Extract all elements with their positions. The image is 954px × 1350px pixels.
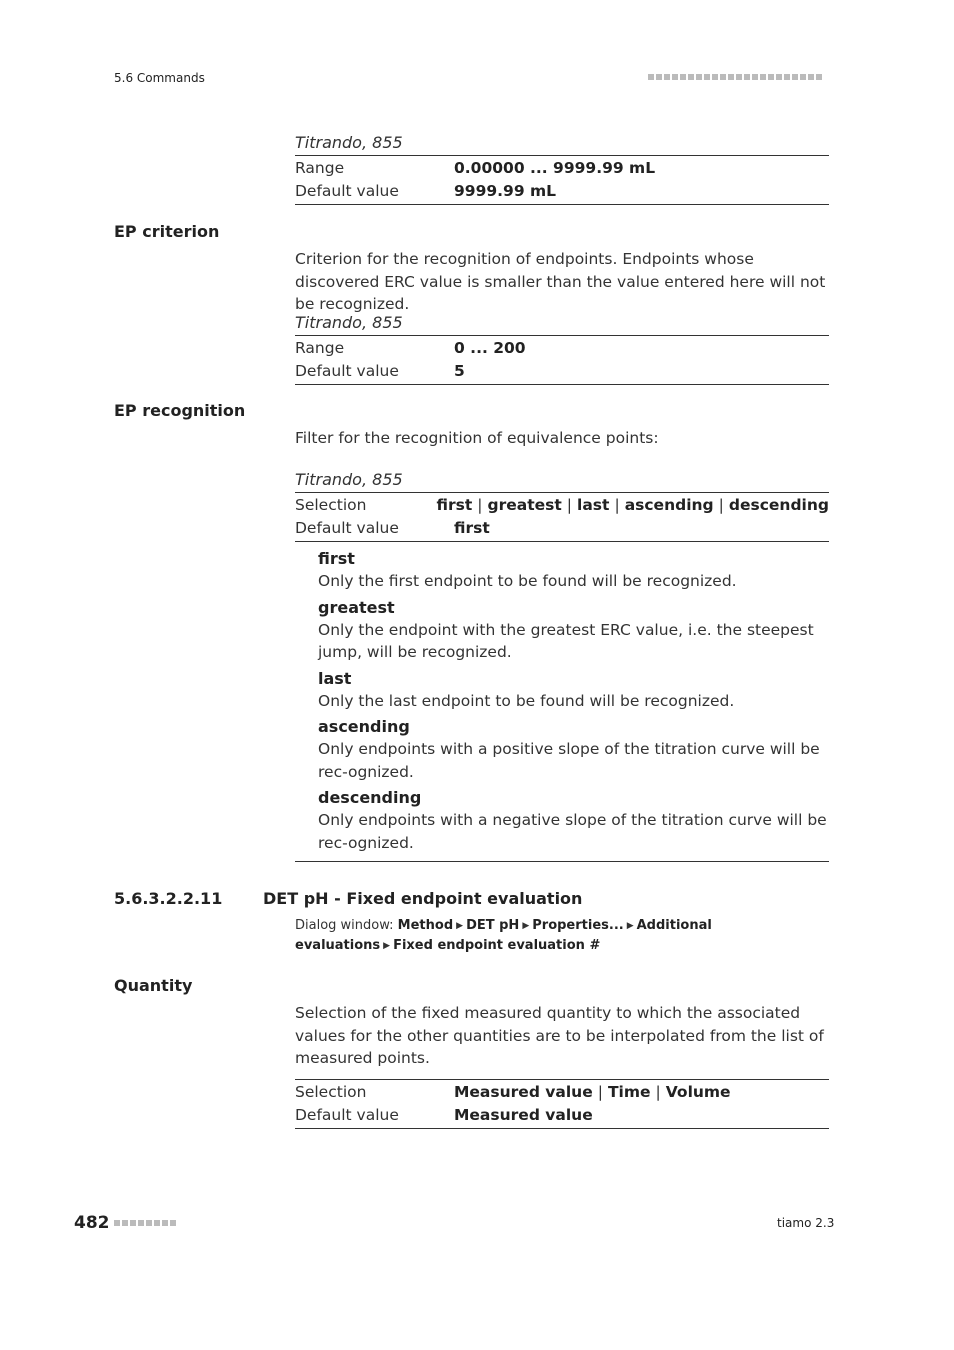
parameter-description: Selection of the fixed measured quantity to which the associated values for the other quantities are to be interpolated from the list of measured points. (295, 1004, 824, 1067)
row-key: Selection (295, 1083, 367, 1102)
triangle-right-icon: ▶ (383, 941, 391, 951)
row-value: 9999.99 mL (454, 181, 557, 200)
table-row (295, 1081, 829, 1104)
separator: | (718, 496, 724, 515)
selection-values (454, 1083, 731, 1101)
row-key: Default value (295, 361, 399, 380)
table-row (295, 360, 829, 383)
option-name: greatest (318, 597, 395, 617)
option-name: last (318, 668, 352, 688)
running-header-section: 5.6 Commands (114, 71, 205, 85)
row-value: 0 ... 200 (454, 339, 526, 358)
dialog-path (295, 916, 835, 956)
section-number: 5.6.3.2.2.11 (114, 889, 223, 908)
page-number: 482 (74, 1213, 110, 1233)
table-row (295, 337, 829, 360)
parameter-label: Quantity (114, 976, 193, 995)
triangle-right-icon: ▶ (522, 921, 530, 931)
product-name: tiamo 2.3 (777, 1216, 835, 1230)
dialog-path-item: Additional evaluations (295, 918, 712, 953)
option-value: first (436, 496, 473, 515)
option-value: Measured value (454, 1083, 593, 1102)
option-description: Only the endpoint with the greatest ERC value, i.e. the steepest jump, will be recognized. (318, 620, 814, 661)
option-item (318, 716, 829, 783)
triangle-right-icon: ▶ (456, 921, 464, 931)
footer-decoration (114, 1220, 176, 1226)
option-value: ascending (624, 496, 714, 515)
separator: | (477, 496, 483, 515)
table-row (295, 494, 829, 517)
table-row (295, 1104, 829, 1127)
option-list (295, 548, 829, 862)
row-key: Default value (295, 518, 399, 537)
row-key: Selection (295, 496, 367, 515)
option-description: Only endpoints with a positive slope of the titration curve will be rec-ognized. (318, 740, 820, 781)
separator: | (566, 496, 573, 515)
parameter-label: EP criterion (114, 222, 220, 241)
dialog-path-item: Method (397, 918, 454, 933)
row-value: 0.00000 ... 9999.99 mL (454, 159, 656, 178)
dialog-path-item: DET pH (466, 918, 520, 933)
dialog-prefix: Dialog window: (295, 918, 394, 933)
row-value: Measured value (454, 1105, 593, 1124)
row-key: Default value (295, 181, 399, 200)
option-description: Only the last endpoint to be found will be recognized. (318, 691, 735, 710)
option-description: Only the first endpoint to be found will be recognized. (318, 572, 737, 590)
option-value: Volume (665, 1083, 731, 1102)
option-name: first (318, 549, 355, 568)
table-caption: Titrando, 855 (295, 470, 403, 489)
parameter-table (295, 492, 829, 542)
row-value: 5 (454, 361, 465, 380)
dialog-path-item: Fixed endpoint evaluation # (393, 938, 601, 953)
option-item (318, 787, 829, 854)
parameter-label: EP recognition (114, 401, 246, 420)
section-title: DET pH - Fixed endpoint evaluation (263, 889, 583, 908)
row-key: Range (295, 339, 345, 358)
parameter-description: Criterion for the recognition of endpoints. Endpoints whose discovered ERC value is smaller than the value entered here will not be recognized. (295, 250, 826, 313)
triangle-right-icon: ▶ (626, 921, 634, 931)
parameter-description: Filter for the recognition of equivalence points: (295, 429, 659, 447)
header-decoration (648, 74, 822, 80)
separator: | (597, 1083, 603, 1102)
option-name: ascending (318, 717, 410, 736)
option-description: Only endpoints with a negative slope of the titration curve will be rec-ognized. (318, 811, 827, 852)
parameter-table (295, 1079, 829, 1129)
separator: | (614, 496, 620, 515)
separator: | (655, 1083, 661, 1102)
table-caption: Titrando, 855 (295, 133, 403, 152)
option-name: descending (318, 788, 422, 807)
option-value: descending (728, 496, 829, 515)
table-row (295, 157, 829, 180)
option-value: Time (607, 1083, 651, 1102)
option-value: greatest (487, 496, 562, 515)
table-row (295, 517, 829, 540)
dialog-path-item: Properties... (532, 918, 624, 933)
row-value: first (454, 518, 490, 537)
table-row (295, 180, 829, 203)
option-value: last (577, 496, 610, 515)
selection-values (437, 496, 830, 514)
table-caption: Titrando, 855 (295, 313, 403, 332)
option-item (318, 597, 829, 664)
option-item (318, 668, 829, 713)
parameter-table (295, 155, 829, 205)
row-key: Default value (295, 1105, 399, 1124)
option-item (318, 548, 829, 593)
row-key: Range (295, 159, 345, 178)
parameter-table (295, 335, 829, 385)
